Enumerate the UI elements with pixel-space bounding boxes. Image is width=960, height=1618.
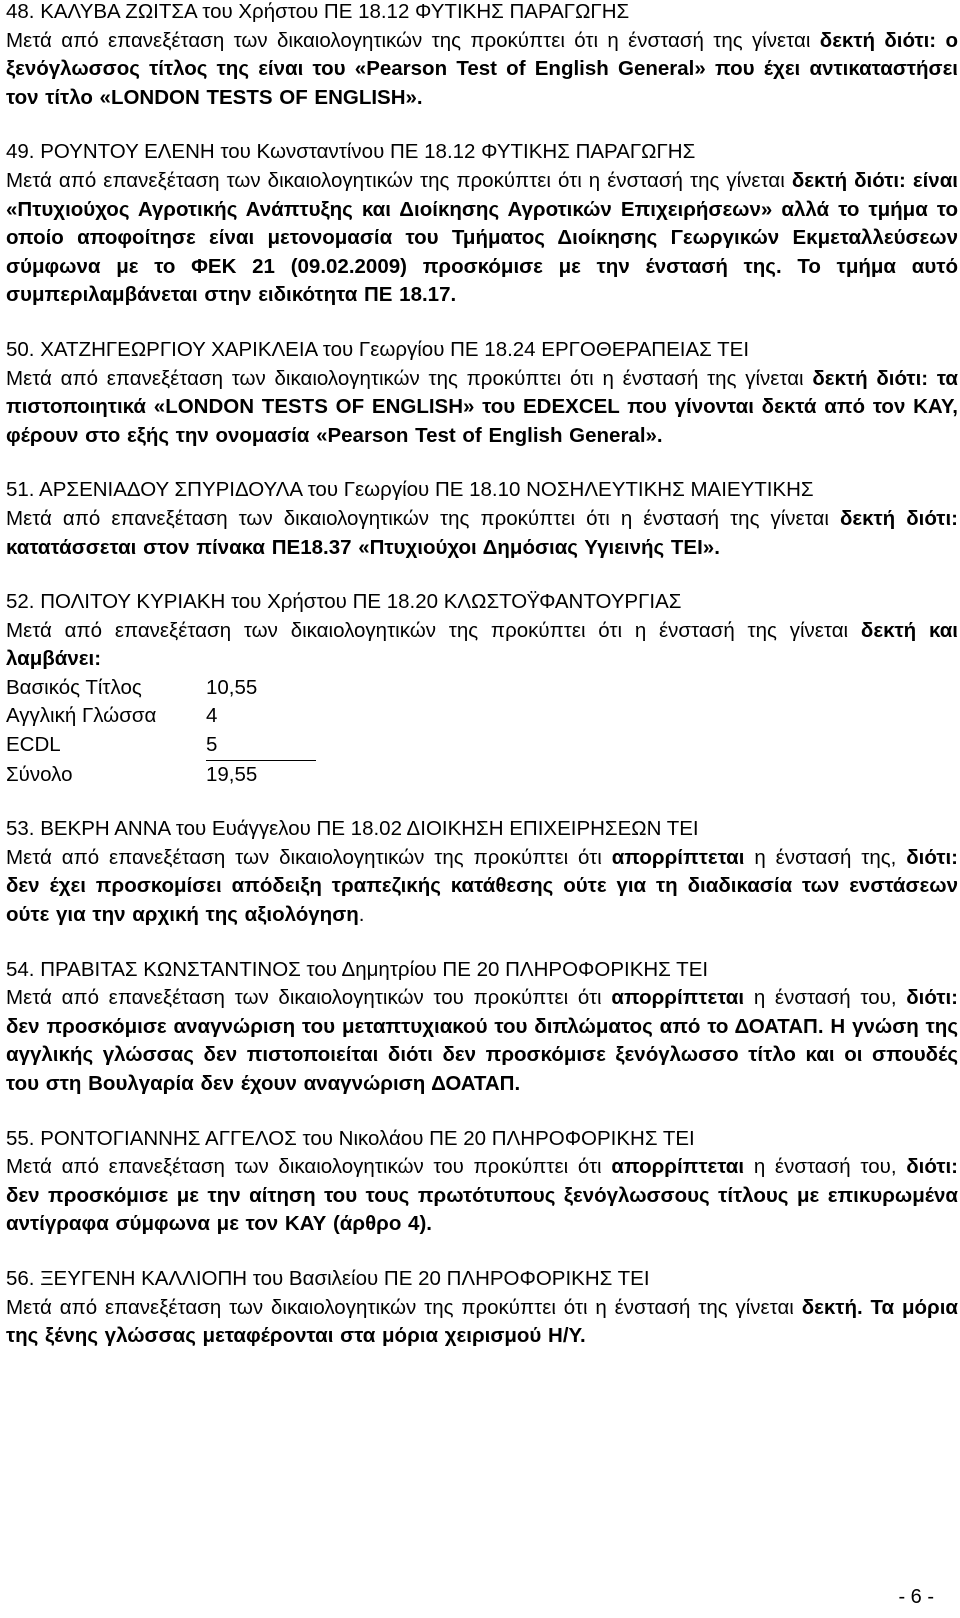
entry-tail: . (358, 903, 365, 927)
entry-56 (6, 1265, 958, 1351)
entry-heading: 50. ΧΑΤΖΗΓΕΩΡΓΙΟΥ ΧΑΡΙΚΛΕΙΑ του Γεωργίου ΠΕ 18.24 ΕΡΓΟΘΕΡΑΠΕΙΑΣ ΤΕΙ (6, 337, 750, 361)
entry-middle: η ένστασή της, (754, 845, 897, 869)
entry-verdict: απορρίπτεται (611, 845, 745, 869)
score-label: ECDL (6, 733, 61, 757)
entry-intro: Μετά από επανεξέταση των δικαιολογητικών της προκύπτει ότι η ένστασή της γίνεται (6, 506, 829, 530)
score-value: 5 (206, 731, 316, 761)
entry-decision: δεκτή διότι: είναι «Πτυχιούχος Αγροτικής Ανάπτυξης και Διοίκησης Αγροτικών Επιχειρήσεων» αλλά το τμήμα το οποίο αποφοίτησε είναι μετονομασία του Τμήματος Διοίκησης Γεωργικών Εκμεταλλεύσεων σύμφωνα με το ΦΕΚ 21 (09.02.2009) προσκόμισε με την ένστασή της. Το τμήμα αυτό συμπεριλαμβάνεται στην ειδικότητα ΠΕ 18.17. (6, 168, 959, 307)
score-row (6, 761, 958, 790)
entry-middle: η ένστασή του, (753, 1155, 897, 1179)
entry-heading: 49. ΡΟΥΝΤΟΥ ΕΛΕΝΗ του Κωνσταντίνου ΠΕ 18.12 ΦΥΤΙΚΗΣ ΠΑΡΑΓΩΓΗΣ (6, 140, 696, 164)
entry-52 (6, 588, 958, 789)
entry-decision: δεκτή διότι: κατατάσσεται στον πίνακα ΠΕ18.37 «Πτυχιούχοι Δημόσιας Υγιεινής ΤΕΙ». (6, 506, 958, 559)
score-table (6, 674, 958, 789)
score-row (6, 731, 958, 761)
score-value: 10,55 (206, 675, 258, 699)
entry-decision: διότι: δεν προσκόμισε με την αίτηση του τους πρωτότυπους ξενόγλωσσους τίτλους με επικυρωμένα αντίγραφα σύμφωνα με τον ΚΑΥ (άρθρο 4). (6, 1155, 958, 1236)
entry-text (6, 505, 958, 562)
score-label: Βασικός Τίτλος (6, 675, 142, 699)
entry-heading: 55. ΡΟΝΤΟΓΙΑΝΝΗΣ ΑΓΓΕΛΟΣ του Νικολάου ΠΕ 20 ΠΛΗΡΟΦΟΡΙΚΗΣ ΤΕΙ (6, 1126, 695, 1150)
entry-50 (6, 336, 958, 450)
entry-decision: δεκτή και λαμβάνει: (6, 618, 958, 671)
score-row (6, 702, 958, 731)
entry-decision: δεκτή διότι: ο ξενόγλωσσος τίτλος της είναι του «Pearson Test of English General» που έχει αντικαταστήσει τον τίτλο «LONDON TESTS OF ENGLISH». (6, 28, 958, 109)
entry-verdict: απορρίπτεται (611, 1155, 745, 1179)
score-label: Αγγλική Γλώσσα (6, 704, 157, 728)
entry-verdict: απορρίπτεται (611, 986, 745, 1010)
entry-text (6, 1294, 958, 1351)
entry-intro: Μετά από επανεξέταση των δικαιολογητικών του προκύπτει ότι (6, 986, 602, 1010)
entry-intro: Μετά από επανεξέταση των δικαιολογητικών της προκύπτει ότι η ένστασή της γίνεται (6, 168, 785, 192)
entry-heading: 53. ΒΕΚΡΗ ΑΝΝΑ του Ευάγγελου ΠΕ 18.02 ΔΙΟΙΚΗΣΗ ΕΠΙΧΕΙΡΗΣΕΩΝ ΤΕΙ (6, 817, 699, 841)
entry-51 (6, 476, 958, 562)
entry-text (6, 167, 958, 310)
entry-48 (6, 0, 958, 112)
entry-55 (6, 1125, 958, 1239)
entry-text (6, 984, 958, 1098)
entry-intro: Μετά από επανεξέταση των δικαιολογητικών της προκύπτει ότι η ένστασή της γίνεται (6, 28, 811, 52)
document-content (6, 0, 958, 1377)
entry-53 (6, 815, 958, 929)
entry-49 (6, 138, 958, 310)
entry-heading: 48. ΚΑΛΥΒΑ ΖΩΙΤΣΑ του Χρήστου ΠΕ 18.12 ΦΥΤΙΚΗΣ ΠΑΡΑΓΩΓΗΣ (6, 0, 630, 23)
entry-heading: 52. ΠΟΛΙΤΟΥ ΚΥΡΙΑΚΗ του Χρήστου ΠΕ 18.20 ΚΛΩΣΤΟΫΦΑΝΤΟΥΡΓΙΑΣ (6, 590, 682, 614)
entry-decision: διότι: δεν προσκόμισε αναγνώριση του μεταπτυχιακού του διπλώματος από το ΔΟΑΤΑΠ. Η γνώση της αγγλικής γλώσσας δεν πιστοποιείται διότι δεν προσκόμισε ξενόγλωσσο τίτλο και οι σπουδές του στη Βουλγαρία δεν έχουν αναγνώριση ΔΟΑΤΑΠ. (6, 986, 958, 1095)
entry-decision: δεκτή διότι: τα πιστοποιητικά «LONDON TESTS OF ENGLISH» του EDEXCEL που γίνονται δεκτά από τον ΚΑΥ, φέρουν στο εξής την ονομασία «Pearson Test of English General». (6, 366, 958, 447)
entry-text (6, 844, 958, 930)
entry-heading: 51. ΑΡΣΕΝΙΑΔΟΥ ΣΠΥΡΙΔΟΥΛΑ του Γεωργίου ΠΕ 18.10 ΝΟΣΗΛΕΥΤΙΚΗΣ ΜΑΙΕΥΤΙΚΗΣ (6, 478, 814, 502)
entry-intro: Μετά από επανεξέταση των δικαιολογητικών της προκύπτει ότι η ένστασή της γίνεται (6, 366, 804, 390)
entry-text (6, 1153, 958, 1239)
entry-heading: 54. ΠΡΑΒΙΤΑΣ ΚΩΝΣΤΑΝΤΙΝΟΣ του Δημητρίου ΠΕ 20 ΠΛΗΡΟΦΟΡΙΚΗΣ ΤΕΙ (6, 957, 709, 981)
entry-decision: διότι: δεν έχει προσκομίσει απόδειξη τραπεζικής κατάθεσης ούτε για τη διαδικασία των ενστάσεων ούτε για την αρχική της αξιολόγηση (6, 845, 958, 927)
score-row (6, 674, 958, 703)
entry-intro: Μετά από επανεξέταση των δικαιολογητικών της προκύπτει ότι (6, 845, 602, 869)
entry-intro: Μετά από επανεξέταση των δικαιολογητικών της προκύπτει ότι η ένστασή της γίνεται (6, 1295, 794, 1319)
entry-intro: Μετά από επανεξέταση των δικαιολογητικών της προκύπτει ότι η ένστασή της γίνεται (6, 618, 849, 642)
entry-middle: η ένστασή του, (753, 986, 897, 1010)
entry-intro: Μετά από επανεξέταση των δικαιολογητικών του προκύπτει ότι (6, 1155, 602, 1179)
entry-text (6, 27, 958, 113)
score-label: Σύνολο (6, 762, 73, 786)
entry-text (6, 617, 958, 674)
entry-heading: 56. ΞΕΥΓΕΝΗ ΚΑΛΛΙΟΠΗ του Βασιλείου ΠΕ 20 ΠΛΗΡΟΦΟΡΙΚΗΣ ΤΕΙ (6, 1266, 650, 1290)
entry-54 (6, 956, 958, 1099)
score-value: 19,55 (206, 762, 258, 786)
entry-decision: δεκτή. Τα μόρια της ξένης γλώσσας μεταφέρονται στα μόρια χειρισμού Η/Υ. (6, 1295, 959, 1348)
score-value: 4 (206, 704, 218, 728)
page-number: - 6 - (898, 1586, 934, 1608)
entry-text (6, 365, 958, 451)
